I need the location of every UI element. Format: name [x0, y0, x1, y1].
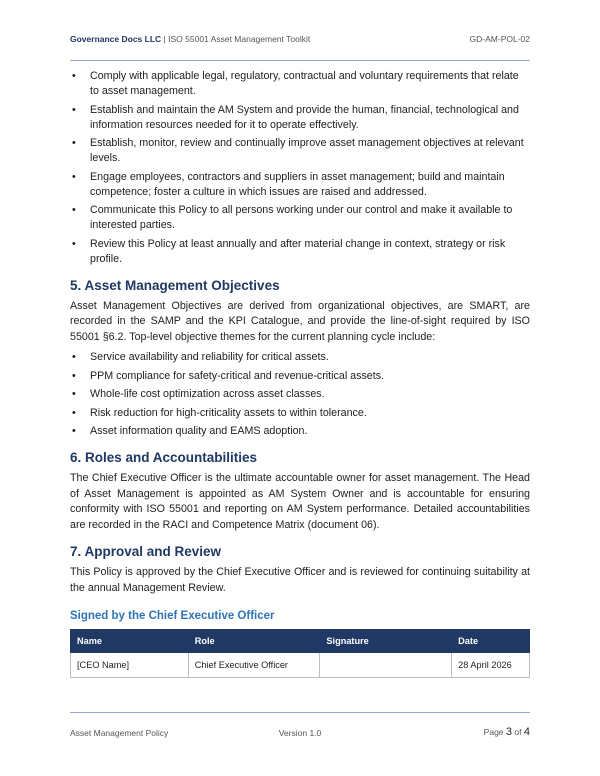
header-rule: [70, 60, 530, 61]
section-5-body: Asset Management Objectives are derived from organizational objectives, are SMART, are recorded in the SAMP and the KPI Catalogue, and provide the line-of-sight required by ISO 55001 §6.2. Top-level objective themes for the current planning cycle include:: [70, 299, 530, 343]
section-6-heading: 6. Roles and Accountabilities: [70, 450, 258, 465]
list-item: • Establish, monitor, review and continually improve asset management objectives at relevant levels.: [72, 137, 524, 164]
cell-role: Chief Executive Officer: [188, 653, 320, 678]
policy-commitments-list: [70, 69, 530, 267]
list-item: • Review this Policy at least annually and after material change in context, strategy or risk profile.: [72, 237, 506, 265]
page-footer: [70, 728, 530, 744]
cell-date: 28 April 2026: [452, 653, 530, 678]
section-6-body: The Chief Executive Officer is the ultimate accountable owner for asset management. The Head of Asset Management is appointed as AM System Owner and is accountable for ensuring conformity with ISO 55001 and reporting on AM System performance. Detailed accountabilities are recorded in the RACI and Competence Matrix (document 06).: [70, 472, 530, 531]
page-content: [70, 69, 530, 678]
list-item: • Risk reduction for high-criticality assets to within tolerance.: [72, 406, 367, 419]
list-item: • Whole-life cost optimization across asset classes.: [72, 388, 325, 400]
list-item: • Asset information quality and EAMS adoption.: [72, 425, 308, 437]
document-id: GD-AM-POL-02: [469, 34, 530, 44]
header-separator: |: [163, 34, 166, 44]
signature-table: [70, 629, 530, 678]
page-number: Page 3 of 4: [483, 726, 530, 738]
section-7-heading: 7. Approval and Review: [70, 544, 222, 559]
column-header-name: Name: [71, 630, 189, 653]
cell-name: [CEO Name]: [71, 653, 189, 678]
list-item: • PPM compliance for safety-critical and revenue-critical assets.: [72, 369, 385, 382]
signature-heading: Signed by the Chief Executive Officer: [70, 610, 275, 622]
list-item: • Establish and maintain the AM System and provide the human, financial, technological and information resources needed for it to operate effectively.: [72, 103, 519, 131]
objectives-list: [70, 350, 530, 439]
list-item: • Communicate this Policy to all persons working under our control and make it available to interested parties.: [72, 204, 513, 231]
table-header-row: [71, 630, 530, 653]
section-7-body: This Policy is approved by the Chief Executive Officer and is reviewed for continuing suitability at the annual Management Review.: [70, 566, 530, 594]
company-name: Governance Docs LLC: [70, 34, 162, 44]
section-5-heading: 5. Asset Management Objectives: [70, 277, 280, 293]
list-item: • Comply with applicable legal, regulatory, contractual and voluntary requirements that relate to asset management.: [72, 70, 519, 97]
column-header-signature: Signature: [320, 630, 452, 653]
footer-version: Version 1.0: [278, 728, 322, 738]
table-row: [71, 653, 530, 678]
footer-title: Asset Management Policy: [70, 728, 169, 738]
column-header-role: Role: [188, 630, 320, 653]
list-item: • Engage employees, contractors and suppliers in asset management; build and maintain competence; foster a culture in which issues are raised and addressed.: [72, 170, 505, 198]
column-header-date: Date: [452, 630, 530, 653]
toolkit-name: ISO 55001 Asset Management Toolkit: [168, 34, 311, 44]
cell-signature: [320, 653, 452, 678]
list-item: • Service availability and reliability for critical assets.: [72, 351, 329, 363]
footer-rule: [70, 712, 530, 713]
page-header: [70, 34, 530, 52]
